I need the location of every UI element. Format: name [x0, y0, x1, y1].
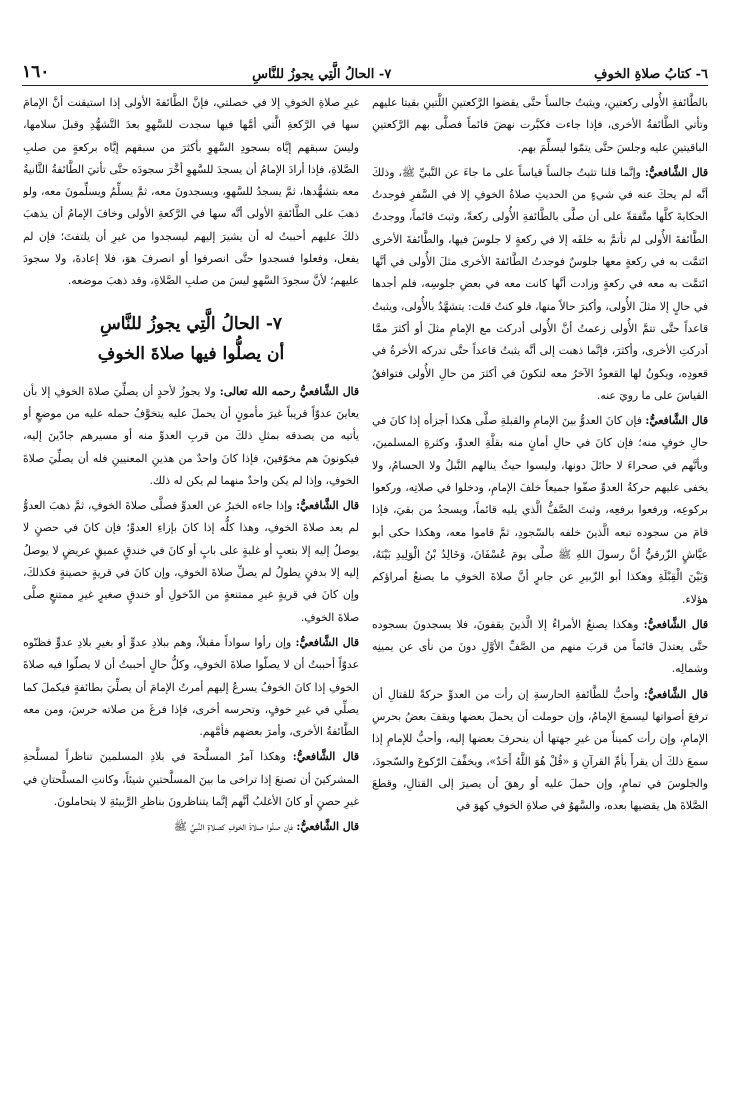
paragraph: قال الشَّافعيُّ: وإذا جاءه الخبرُ عن العدوِّ فصلَّى صلاةَ الخوفِ، ثمَّ ذهبَ العدوُّ لم يعد صلاةَ الخوفِ، وهذا كلُّه إذا كانَ بإزاءِ العدوِّ؛ فإن كانَ في حصنٍ لا يوصلُ إليه إلا بتعبٍ أو غلبةٍ على بابٍ أو كانَ في خندقٍ عميقٍ عريضٍ لا يوصلُ إليه إلا بدفنٍ يطولُ لم يصلِّ صلاةَ الخوفِ، وإن كانَ في قريةٍ حصينةٍ فكذلكَ، وإن كانَ في قريةٍ غيرِ ممتنعةٍ من الدّخولِ أو خندقٍ صغيرٍ غيرِ ممتنعٍ صلَّى صلاةَ الخوفِ.: [23, 499, 359, 624]
chapter-title-line-2: أن يصلُّوا فيها صلاةَ الخوفِ: [97, 343, 285, 364]
paragraph: قال الشَّافعيُّ: وأحبُّ للطَّائفةِ الحارسةِ إن رأت من العدوِّ حركةً للقتالِ أن ترفعَ أصواتها ليسمعَ الإمامُ، وإن حوملت أن يحملَ بعضها ويقفَ بعضُ بحرسِ الإمامِ، وإن رأت كميناً من غيرِ جهتها أن ينحرفَ بعضها إليه، وأحبُّ للإمامِ إذا سمعَ ذلكَ أن يقرأَ بأمِّ القرآنِ وَ «قُلْ هُوَ اللَّهُ أَحَدٌ»، ويخفِّفَ الرّكوعَ والسّجودَ، والجلوسَ في تمامٍ، وإن حملَ عليه أو رهقَ أن يصيرَ إلى القتالِ، وقطعَ الصَّلاةَ هل يقضيها بعده، والسَّهوُ في صلاةِ الخوفِ كهوَ في: [372, 687, 708, 813]
running-head-right: ٦- كتابُ صلاةِ الخوفِ: [593, 67, 708, 82]
running-head-left: ٧- الحالُ الَّتِي يجوزُ للنَّاسِ: [252, 67, 392, 82]
page-header: [22, 58, 708, 86]
paragraph: قال الشَّافعيُّ: وهكذا يصنعُ الأمراءُ إلا الَّذينَ يقفونَ، فلا يسجدونَ بسجوده حتَّى يعتدلَ قائماً من قربَ منهم من الصَّفِّ الأوَّلِ دونَ من نأى عن يمينِه وشمالِه.: [372, 617, 708, 676]
left-column: [23, 92, 359, 1092]
chapter-heading: [23, 309, 359, 369]
paragraph: قال الشَّافعيُّ: وهكذا آمرُ المسلَّحةَ في بلادِ المسلمينَ تناظراً لمسلَّحةِ المشركينَ أن تصنعَ إذا تراخى ما بينَ المسلَّحتينِ شيئاً، وكانتِ المسلَّحتانِ في غيرِ حصنٍ أو كانَ الأغلبُ أنَّهم إنَّما يتناظرونَ بناظرِ الرَّبيئةِ لا يتحاملونَ.: [23, 750, 359, 809]
paragraph: قال الشَّافعيُّ: فإن كانَ العدوُّ بينَ الإمامِ والقبلةِ صلَّى هكذا أجزأه إذا كانَ في حالِ خوفٍ منه؛ فإن كانَ في حالِ أمانٍ منه بقلَّةِ العدوِّ، وكثرةِ المسلمينَ، وبأنَّهم في صحراءَ لا حائلَ دونها، وليسوا حيثُ ينالهم النَّبلُ ولا الحسامُ، ولا يخفى عليهم حركةُ العدوِّ صفّوا جميعاً خلفَ الإمامِ، ودخلوا في صلاتِه، وركعوا بركوعِه، ورفعوا برفعِه، وثبتَ الصَّفُّ الَّذي يليه قائماً، ويسجدُ من بقيَ، فإذا قامَ من سجوده تبعه الَّذينَ خلفه بالسّجودِ، ثمَّ قاموا معه، وهكذا حكى أبو عيَّاشٍ الزّرقيُّ أنَّ رسولَ اللهِ ﷺ صلَّى يومَ عُسْفَانَ، وَخَالِدُ بْنُ الْوَلِيدِ بَيْنَهُ، وَبَيْنَ الْقِبْلَةِ وهكذا أبو الزّبيرِ عن جابرٍ أنَّ صلاةَ الخوفِ ما يصنعُ أمراؤكم هؤلاء.: [372, 414, 708, 606]
chapter-title-line-1: ٧- الحالُ الَّتِي يجوزُ للنَّاسِ: [99, 313, 283, 334]
right-column: [372, 92, 708, 1092]
paragraph: بالطَّائفةِ الأُولى ركعتينِ، ويثبتُ جالساً حتَّى يقضوا الرَّكعتينِ اللَّتينِ بقيتا عليهم وتأتي الطَّائفةُ الأخرى، فإذا جاءت فكبَّرت نهضَ قائماً فصلَّى بهم الرَّكعتينِ الباقيتينِ عليه وجلسَ حتَّى يتمّوا ليسلِّمَ بهم.: [372, 96, 708, 154]
paragraph: غيرِ صلاةِ الخوفِ إلا في خصلتي، فإنَّ الطَّائفةَ الأولى إذا استيقنت أنَّ الإمامَ سها في الرَّكعةِ الَّتي أمَّها فيها سجدت للسَّهوِ بعدَ التَّشهُّدِ وقبلَ سلامها، وليسَ سبقهم إيَّاه بسجودِ السَّهوِ بأكثرَ من سبقهم إيَّاه بركعةٍ من صلبِ الصَّلاةِ، فإذا أرادَ الإمامُ أن يسجدَ للسَّهوِ أخَّرَ سجودَه حتَّى تأتيَ الطَّائفةُ الثَّانيةُ معه بتشهُّدها، ثمَّ يسجدُ للسَّهوِ، ويسجدونَ معه، ثمَّ يسلِّمُ ويسلِّمونَ معه، ولو ذهبَ على الطَّائفةِ الأولى أنَّه سها في الرَّكعةِ الأولى وخافَ الإمامُ أن يذهبَ ذلكَ عليهم أحببتُ له أن يشيرَ إليهم ليسجدوا من غيرِ أن يلتفتَ؛ فإن لم يفعل، وفعلوا فسجدوا حتَّى انصرفوا أو انصرفَ هوَ، فلا إعادةَ، ولا سجودَ عليهم؛ لأنَّ سجودَ السَّهوِ ليسَ من صلبِ الصَّلاةِ، وقد ذهبَ موضعه.: [23, 96, 359, 288]
paragraph: قال الشَّافعيُّ رحمه الله تعالى: ولا يجوزُ لأحدٍ أن يصلِّيَ صلاةَ الخوفِ إلا بأن يعاينَ عدوّاً قريباً غيرَ مأمونٍ أن يحملَ عليه يتخوَّفُ حمله عليه من موضعٍ أو يأتيه من يصدقه بمثلِ ذلكَ من قربِ العدوِّ منه أو مسيرهم جادّينَ إليه، فيكونونَ هم مخوّفينَ، فإذا كانَ واحدٌ من هذينِ المعنيينِ فله أن يصلِّيَ صلاةَ الخوفِ، وإذا لم يكن واحدٌ منهما لم يكن له ذلك.: [23, 384, 359, 487]
paragraph: قال الشَّافعيُّ: وإن رأوا سواداً مقبلاً، وهم ببلادِ عدوٍّ أو بغيرِ بلادِ عدوٍّ فظنّوه عدوّاً أحببتُ أن لا يصلّوا صلاةَ الخوفِ، وكلُّ حالٍ أحببتُ أن لا يصلّوا فيه صلاةَ الخوفِ إذا كانَ الخوفُ يسرعُ إليهم أمرتُ الإمامَ أن يصلِّيَ بطائفةٍ فيكملَ كما يصلِّي في غيرِ خوفٍ، وتحرسه أخرى، فإذا فرغَ من صلاته حرسَ، ومن معه الطَّائفةُ الأخرى، وأمرَ بعضهم فأمَّهم.: [23, 635, 359, 739]
page-number: ١٦٠: [22, 62, 50, 82]
paragraph: قال الشَّافعيُّ: فإن صلّوا صلاةَ الخوفِ كصلاةِ النَّبيِّ ﷺ: [173, 820, 359, 834]
paragraph: قال الشَّافعيُّ: وإنَّما قلنا تثبتُ جالساً قياساً على ما جاءَ عن النَّبيِّ ﷺ، وذلكَ أنَّه لم يحكَ عنه في شيءٍ من الحديثِ صلاةُ الخوفِ إلا في السَّفرِ فوجدتُ الحكايةَ كلَّها متَّفقةً على أن صلَّى بالطَّائفةِ الأُولى ركعةً، وثبتَ قائماً، ووجدتُ الطَّائفةَ الأُولى لم تأتمَّ به خلفَه إلا في ركعةٍ لا جلوسَ فيها، والطَّائفةَ الأخرى ائتمَّت به في ركعةٍ معها جلوسٌ فوجدتُ الطَّائفةَ الأخرى مثلَ الأُولى في أنَّها ائتمَّت به معه في ركعةٍ وزادت أنَّها كانت معه في بعضِ جلوسِه، فلم أجدها في حالٍ إلا مثلَ الأُولى، وأكبرَ حالاً منها، فلو كنتُ قلت: يتشهَّدُ بالأُولى، ويثبتُ قاعداً حتَّى تتمَّ الأُولى زعمتُ أنَّ الأُولى أدركت مع الإمامِ مثلَ أو أكثرَ ممَّا أدركتِ الأخرى، وأكثرَ، فإنَّما ذهبت إلى أنَّه يثبتُ قاعداً حتَّى تدركه الأخرةُ في قعودِه، ويكونُ لها القعودُ الآخرُ معه لتكونَ في أكثرَ من حالِ الأُولى فتوافقُ القياسَ على ما رويَ عنه.: [372, 165, 708, 402]
